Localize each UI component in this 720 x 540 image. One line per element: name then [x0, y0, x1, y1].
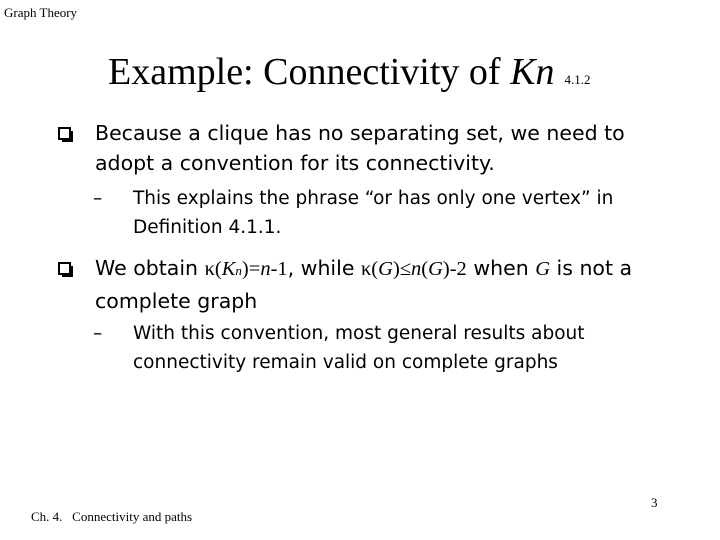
bullet-2-text: We obtain κ(Kn)=n-1, while κ(G)≤n(G)-2 when G is not a complete graph	[95, 256, 633, 313]
header-label: Graph Theory	[4, 5, 78, 20]
footer-chapter: Ch. 4. Connectivity and paths	[31, 509, 193, 524]
bullet-box-icon	[58, 262, 71, 275]
slide-title	[108, 50, 590, 94]
bullet-1-text: Because a clique has no separating set, we need to adopt a convention for its connectivity.	[95, 121, 625, 175]
section-number: 4.1.2	[564, 72, 591, 87]
subbullet-2-text: With this convention, most general results about connectivity remain valid on complete graphs	[133, 323, 585, 373]
dash-icon: –	[93, 323, 103, 344]
bullet-box-icon	[58, 127, 71, 140]
page-number: 3	[651, 495, 658, 510]
title-italic: Kn	[510, 51, 555, 93]
title-text: Example: Connectivity of	[108, 51, 511, 93]
dash-icon: –	[93, 188, 103, 209]
subbullet-1-text: This explains the phrase “or has only one vertex” in Definition 4.1.1.	[133, 188, 614, 238]
